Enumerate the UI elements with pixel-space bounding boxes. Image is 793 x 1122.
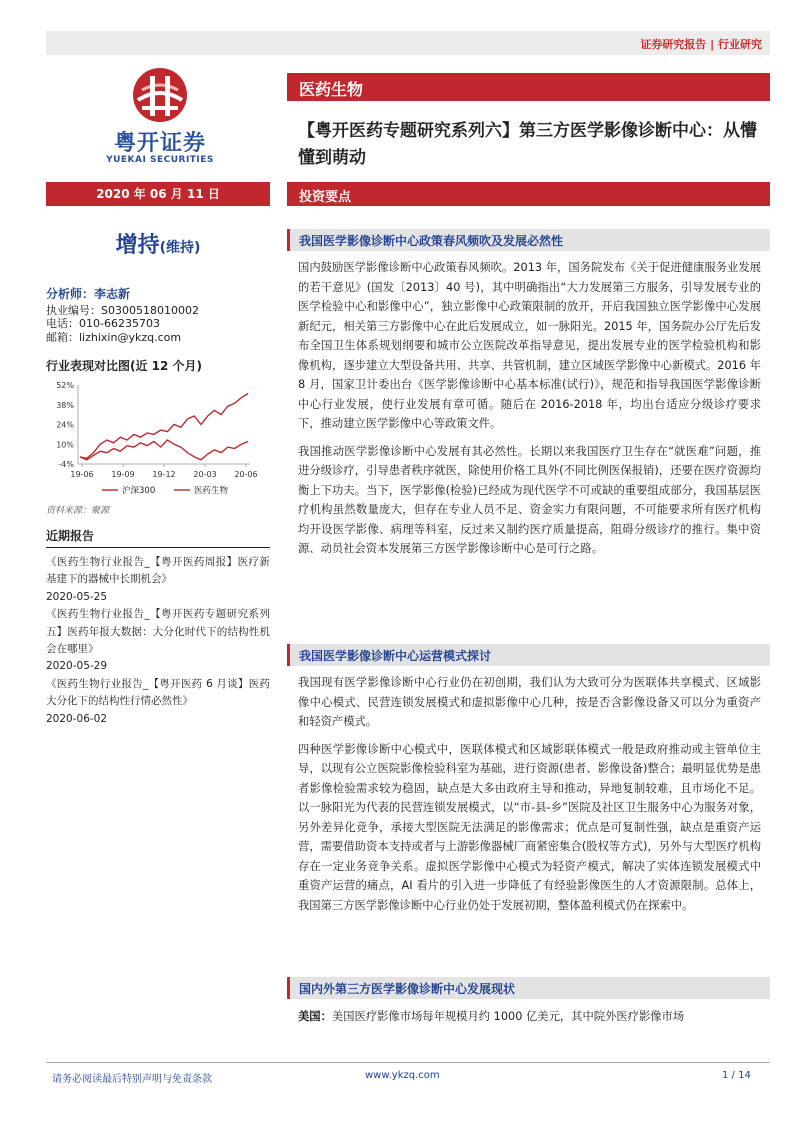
section-paragraph: 国内鼓励医学影像诊断中心政策春风频吹。2013 年，国务院发布《关于促进健康服务业发展的若干意见》(国发〔2013〕40 号)，其中明确指出“大力发展第三方服务，引导发展专业的医学检验中心和影像中心”，独立影像中心政策限制的放开，开启我国独立医学影像中心发展新纪元，相关第三方影像中心在此后发展成立，如一脉阳光。2015 年，国务院办公厅先后发布全国卫生体系规划纲要和城市公立医院改革指导意见，提出发展专业的医学检验机构和影像机构，逐步建立大型设备共用、共享、共管机制，建立区域医学影像中心新模式。2016 年 8 月，国家卫计委出台《医学影像诊断中心基本标准(试行)》，规范和指导我国医学影像诊断中心行业发展，使行业发展有章可循。随后在 2016-2018 年，均出台适应分级诊疗要求下，推动建立医学影像中心等政策文件。 <box>298 261 761 430</box>
section-heading: 我国医学影像诊断中心运营模式探讨 <box>287 644 770 666</box>
footer-website[interactable]: www.ykzq.com <box>365 1070 440 1081</box>
analyst-email[interactable]: 邮箱：lizhixin@ykzq.com <box>46 330 182 344</box>
legend-label: 医药生物 <box>194 486 229 496</box>
x-tick-label: 19-12 <box>152 470 176 479</box>
section-operation-models <box>287 644 770 915</box>
y-tick-label: 24% <box>56 420 74 430</box>
section-policy <box>287 229 770 559</box>
footer-page-number: 1 / 14 <box>722 1070 751 1081</box>
y-tick-label: 10% <box>56 440 74 450</box>
section-paragraph <box>287 1007 770 1027</box>
recent-report-item[interactable] <box>46 554 270 606</box>
rating-sub: (维持) <box>159 240 201 256</box>
section-paragraph: 我国推动医学影像诊断中心发展有其必然性。长期以来我国医疗卫生存在“就医难”问题，推进分级诊疗，引导患者秩序就医，除使用价格工具外(不同比例医保报销)，还要在医疗资源均衡上下功夫。当下，医学影像(检验)已经成为现代医学不可或缺的重要组成部分，我国基层医疗机构虽然数量庞大，但存在专业人员不足、资金实力有限问题，不可能要求所有医疗机构均开设医学影像、病理等科室，反过来又制约医疗质量提高，阻碍分级诊疗的推行。集中资源、动员社会资本发展第三方医学影像诊断中心是可行之路。 <box>298 444 761 555</box>
section-paragraph: 四种医学影像诊断中心模式中，医联体模式和区域影联体模式一般是政府推动或主管单位主导，以现有公立医院影像检验科室为基础，进行资源(患者、影像设备)整合；最明显优势是患者影像检验需求较为稳固，缺点是大多由政府主导和推动，异地复制较难，且市场化不足。以一脉阳光为代表的民营连锁发展模式，以“市-县-乡”医院及社区卫生服务中心为服务对象，另外差异化竞争，承接大型医院无法满足的影像需求；优点是可复制性强，缺点是重资产运营，需要借助资本支持或者与上游影像器械厂商紧密集合(股权等方式)，另外与大型医疗机构存在一定业务竞争关系。虚拟医学影像中心模式为轻资产模式，解决了实体连锁发展模式中重资产运营的痛点，AI 看片的引入进一步降低了有经验影像医生的人才资源限制。总体上，我国第三方医学影像诊断中心行业仍处于发展初期，整体盈利模式仍在探索中。 <box>298 742 761 912</box>
recent-reports-heading: 近期报告 <box>46 527 270 548</box>
rating-main: 增持 <box>115 233 160 258</box>
analyst-phone: 电话：010-66235703 <box>46 317 160 330</box>
report-date: 2020 年 06 月 11 日 <box>46 182 270 206</box>
sector-banner <box>287 73 770 101</box>
section-heading: 国内外第三方医学影像诊断中心发展现状 <box>287 977 770 999</box>
x-tick-label: 19-06 <box>70 470 94 479</box>
analyst-info <box>46 288 270 344</box>
analyst-name: 分析师：李志新 <box>46 287 131 301</box>
footer-divider <box>46 1062 770 1063</box>
recent-report-text[interactable]: 《医药生物行业报告_【粤开医药 6 月谈】医药大分化下的结构性行情必然性》 <box>46 677 270 708</box>
y-tick-label: 52% <box>56 381 74 390</box>
rating <box>46 228 270 259</box>
footer-disclaimer[interactable]: 请务必阅读最后特别声明与免责条款 <box>52 1074 212 1085</box>
lead-text: 美国医疗影像市场每年规模月约 1000 亿美元，其中院外医疗影像市场 <box>331 1010 685 1023</box>
recent-report-date: 2020-06-02 <box>46 712 108 725</box>
top-header-bar <box>46 31 770 55</box>
section-paragraph: 我国现有医学影像诊断中心行业仍在初创期，我们认为大致可分为医联体共享模式、区域影像中心模式、民营连锁发展模式和虚拟影像中心几种，按是否含影像设备又可以分为重资产和轻资产模式。 <box>298 676 761 728</box>
y-tick-label: 38% <box>56 400 74 410</box>
performance-chart-svg <box>46 376 270 500</box>
recent-report-date: 2020-05-29 <box>46 660 108 673</box>
analyst-license: 执业编号：S0300518010002 <box>46 303 199 317</box>
investment-points-label: 投资要点 <box>299 190 352 205</box>
sector-label: 医药生物 <box>299 80 364 99</box>
performance-chart <box>46 376 270 504</box>
recent-report-date: 2020-05-25 <box>46 590 108 603</box>
logo-company-cn: 粤开证券 <box>113 131 206 156</box>
recent-report-item[interactable] <box>46 606 270 676</box>
recent-report-text[interactable]: 《医药生物行业报告_【粤开医药专题研究系列五】医药年报大数据：大分化时代下的结构性机会在哪里》 <box>46 608 270 656</box>
report-title: 【粤开医药专题研究系列六】第三方医学影像诊断中心：从懵懂到萌动 <box>298 121 757 168</box>
x-tick-label: 20-03 <box>193 470 217 479</box>
legend-label: 沪深300 <box>122 486 156 496</box>
x-tick-label: 20-06 <box>234 470 258 479</box>
section-current-status <box>287 977 770 1027</box>
section-heading: 我国医学影像诊断中心政策春风频吹及发展必然性 <box>287 229 770 251</box>
chart-source: 资料来源：聚源 <box>46 506 110 516</box>
report-type: 证券研究报告 | 行业研究 <box>640 38 762 51</box>
investment-points-banner <box>287 182 770 206</box>
recent-reports <box>46 527 270 728</box>
logo-company-en: YUEKAI SECURITIES <box>106 155 214 165</box>
x-tick-label: 19-09 <box>111 470 135 479</box>
recent-report-item[interactable] <box>46 676 270 728</box>
y-tick-label: -4% <box>58 460 74 469</box>
lead-label: 美国： <box>298 1010 332 1023</box>
performance-chart-title: 行业表现对比图(近 12 个月) <box>46 357 270 377</box>
recent-report-text[interactable]: 《医药生物行业报告_【粤开医药周报】医疗新基建下的器械中长期机会》 <box>46 556 270 586</box>
logo-emblem-icon <box>128 66 192 124</box>
